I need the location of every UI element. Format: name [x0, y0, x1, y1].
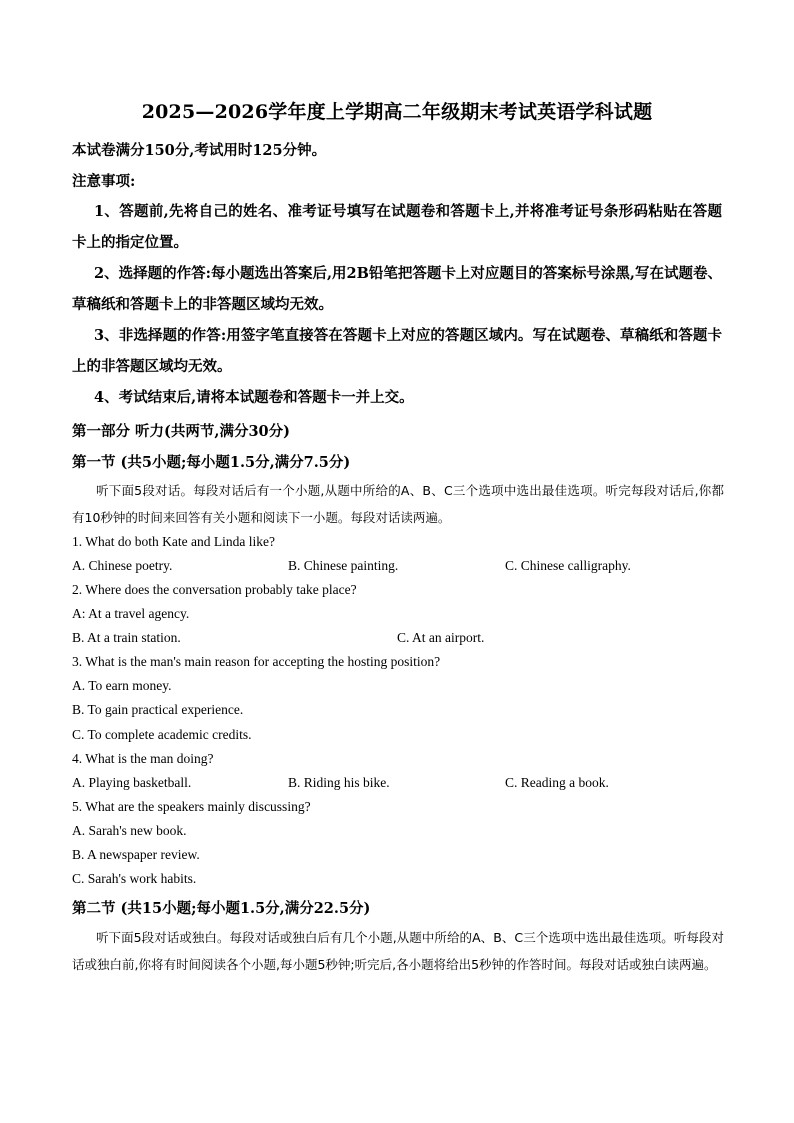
question-5-option-a: A. Sarah's new book.: [72, 823, 187, 838]
notice-item-1: 1、答题前,先将自己的姓名、准考证号填写在试题卷和答题卡上,并将准考证号条形码粘贴在答题卡上的指定位置。: [72, 203, 722, 251]
part1-heading: 第一部分 听力(共两节,满分30分): [72, 423, 290, 440]
question-4-stem: 4. What is the man doing?: [72, 751, 214, 766]
notice-heading: 注意事项:: [72, 173, 136, 190]
section1-instructions: 听下面5段对话。每段对话后有一个小题,从题中所给的A、B、C三个选项中选出最佳选项。听完每段对话后,你都有10秒钟的时间来回答有关小题和阅读下一小题。每段对话读两遍。: [72, 483, 724, 525]
notice-item-2: 2、选择题的作答:每小题选出答案后,用2B铅笔把答题卡上对应题目的答案标号涂黑,写在试题卷、草稿纸和答题卡上的非答题区域均无效。: [72, 265, 722, 313]
question-2-option-b: B. At a train station.: [72, 630, 181, 645]
section2-heading: 第二节 (共15小题;每小题1.5分,满分22.5分): [72, 900, 371, 917]
question-1-option-a: A. Chinese poetry.: [72, 558, 173, 573]
section2-instructions: 听下面5段对话或独白。每段对话或独白后有几个小题,从题中所给的A、B、C三个选项中选出最佳选项。听每段对话或独白前,你将有时间阅读各个小题,每小题5秒钟;听完后,各小题将给出5秒钟的作答时间。每段对话或独白读两遍。: [72, 930, 724, 972]
question-3-stem: 3. What is the man's main reason for accepting the hosting position?: [72, 654, 441, 669]
notice-item-4: 4、考试结束后,请将本试题卷和答题卡一并上交。: [94, 389, 414, 406]
question-3-option-b: B. To gain practical experience.: [72, 702, 244, 717]
question-4-option-c: C. Reading a book.: [505, 775, 609, 790]
exam-info: 本试卷满分150分,考试用时125分钟。: [72, 142, 327, 159]
question-1-stem: 1. What do both Kate and Linda like?: [72, 534, 275, 549]
question-2-stem: 2. Where does the conversation probably take place?: [72, 582, 357, 597]
question-3-option-a: A. To earn money.: [72, 678, 172, 693]
question-2-option-a: A: At a travel agency.: [72, 606, 190, 621]
question-3-option-c: C. To complete academic credits.: [72, 727, 252, 742]
question-5-option-b: B. A newspaper review.: [72, 847, 200, 862]
question-1-option-c: C. Chinese calligraphy.: [505, 558, 631, 573]
notice-item-3: 3、非选择题的作答:用签字笔直接答在答题卡上对应的答题区域内。写在试题卷、草稿纸和答题卡上的非答题区域均无效。: [72, 327, 722, 375]
question-5-stem: 5. What are the speakers mainly discussing?: [72, 799, 311, 814]
section1-heading: 第一节 (共5小题;每小题1.5分,满分7.5分): [72, 454, 351, 471]
question-1-option-b: B. Chinese painting.: [288, 558, 399, 573]
question-2-option-c: C. At an airport.: [397, 630, 485, 645]
question-4-option-b: B. Riding his bike.: [288, 775, 390, 790]
question-5-option-c: C. Sarah's work habits.: [72, 871, 197, 886]
question-4-option-a: A. Playing basketball.: [72, 775, 192, 790]
page-title: 2025—2026学年度上学期高二年级期末考试英语学科试题: [141, 101, 653, 123]
